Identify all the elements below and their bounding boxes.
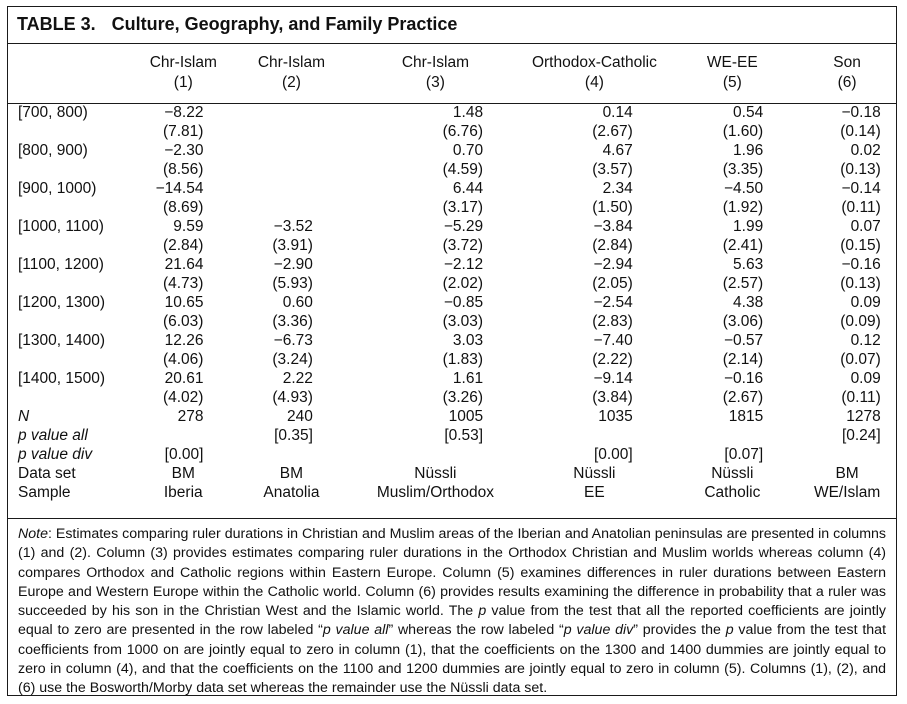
- coef-row: [8, 293, 896, 312]
- col-num: (2): [281, 74, 301, 91]
- se-row: [8, 236, 896, 255]
- cell-col-1: (8.69): [162, 199, 204, 216]
- cell-col-5: Nüssli: [711, 465, 754, 482]
- row-label: [1300, 1400): [18, 332, 106, 349]
- row-label: [1100, 1200): [18, 256, 104, 273]
- cell-col-6: 1278: [846, 408, 881, 425]
- row-label: [700, 800): [18, 104, 88, 121]
- col-num: (3): [425, 74, 445, 91]
- cell-col-4: (1.50): [592, 199, 633, 216]
- row-label: N: [18, 408, 30, 425]
- col-name: Son: [833, 54, 861, 71]
- row-label: [8, 388, 132, 407]
- cell-col-4: (3.57): [592, 161, 633, 178]
- cell-col-2: −3.52: [273, 218, 313, 235]
- cell-col-3: [348, 445, 483, 464]
- cell-col-5: −4.50: [723, 180, 764, 197]
- note-text: value from the test that coefficients from 1000 on are jointly equal to zero in column (1), that the coefficients on the 1300 and 1400 dummies are jointly equal to zero in column (4), and that the coefficients on the 1100 and 1200 dummies are jointly equal to zero in column (5). Columns (1), (2), and (6) use the Bosworth/Morby data set whereas the remainder use the Nüssli data set.: [18, 622, 887, 697]
- cell-col-4: −7.40: [593, 332, 633, 349]
- cell-col-5: 0.54: [733, 104, 764, 121]
- cell-col-1: (4.02): [162, 389, 204, 406]
- cell-col-4: Nüssli: [573, 465, 616, 482]
- cell-col-3: (3.26): [442, 389, 484, 406]
- row-label: [8, 236, 132, 255]
- cell-col-1: 12.26: [164, 332, 204, 349]
- cell-col-3: (6.76): [442, 123, 484, 140]
- table-title: [17, 14, 457, 35]
- stat-row-pdiv: [8, 445, 896, 464]
- cell-col-2: [234, 103, 312, 122]
- coef-row: [8, 331, 896, 350]
- cell-col-6: WE/Islam: [813, 484, 881, 501]
- cell-col-3: Muslim/Orthodox: [376, 484, 494, 501]
- col-header-5: [666, 53, 798, 93]
- cell-col-1: 20.61: [164, 370, 204, 387]
- cell-col-1: (2.84): [162, 237, 204, 254]
- header-spacer: [8, 93, 896, 103]
- cell-col-5: −0.16: [723, 370, 764, 387]
- row-label: Data set: [18, 465, 76, 482]
- cell-col-2: [234, 198, 312, 217]
- col-name: Chr-Islam: [149, 54, 217, 71]
- row-label: p value all: [18, 427, 88, 444]
- cell-col-4: (3.84): [592, 389, 633, 406]
- note-label: Note: [18, 526, 48, 542]
- cell-col-5: (3.35): [722, 161, 764, 178]
- cell-col-2: −2.90: [273, 256, 313, 273]
- cell-col-2: Anatolia: [263, 484, 320, 501]
- cell-col-6: (0.14): [840, 123, 881, 140]
- cell-col-3: (3.72): [442, 237, 484, 254]
- stat-row-pall: [8, 426, 896, 445]
- note-italic-pdiv: p value div: [563, 622, 634, 639]
- col-name: Chr-Islam: [401, 54, 469, 71]
- cell-col-5: 1.99: [733, 218, 764, 235]
- cell-col-6: (0.13): [840, 275, 881, 292]
- cell-col-1: 21.64: [164, 256, 204, 273]
- cell-col-3: −2.12: [443, 256, 484, 273]
- cell-col-4: −9.14: [593, 370, 633, 387]
- cell-col-3: (4.59): [442, 161, 484, 178]
- row-label: [800, 900): [18, 142, 88, 159]
- cell-col-3: (1.83): [442, 351, 484, 368]
- cell-col-2: 0.60: [282, 294, 313, 311]
- cell-col-1: [132, 426, 203, 445]
- cell-col-2: (5.93): [272, 275, 313, 292]
- table-number: TABLE 3.: [17, 14, 96, 34]
- stat-row-dataset: [8, 464, 896, 483]
- cell-col-4: (2.84): [592, 237, 633, 254]
- se-row: [8, 312, 896, 331]
- cell-col-6: −0.14: [841, 180, 881, 197]
- cell-col-6: −0.16: [841, 256, 881, 273]
- cell-col-2: −6.73: [273, 332, 313, 349]
- row-label: [1200, 1300): [18, 294, 106, 311]
- cell-col-6: 0.09: [850, 294, 881, 311]
- note-italic-p: p: [725, 622, 734, 639]
- header-stub: [8, 53, 132, 93]
- cell-col-5: (3.06): [722, 313, 764, 330]
- cell-col-4: 4.67: [602, 142, 633, 159]
- cell-col-5: (2.67): [722, 389, 764, 406]
- header-row: [8, 53, 896, 93]
- col-name: WE-EE: [706, 54, 758, 71]
- cell-col-4: 2.34: [602, 180, 633, 197]
- cell-col-3: −5.29: [443, 218, 484, 235]
- cell-col-5: (1.92): [722, 199, 764, 216]
- cell-col-6: (0.09): [840, 313, 881, 330]
- coef-row: [8, 141, 896, 160]
- cell-col-5: [666, 426, 763, 445]
- cell-col-2: (3.36): [272, 313, 313, 330]
- cell-col-4: −3.84: [593, 218, 633, 235]
- table-note: [18, 525, 886, 699]
- row-label: [8, 198, 132, 217]
- cell-col-2: [234, 141, 312, 160]
- cell-col-5: −0.57: [723, 332, 764, 349]
- note-text: ” provides the: [633, 622, 726, 639]
- cell-col-6: 0.07: [850, 218, 881, 235]
- cell-col-6: [798, 445, 881, 464]
- cell-col-6: BM: [835, 465, 859, 482]
- se-row: [8, 350, 896, 369]
- se-row: [8, 122, 896, 141]
- cell-col-1: [0.00]: [164, 446, 204, 463]
- col-header-3: [348, 53, 522, 93]
- row-label: [8, 160, 132, 179]
- cell-col-6: 0.12: [850, 332, 881, 349]
- cell-col-1: 278: [177, 408, 204, 425]
- cell-col-6: 0.09: [850, 370, 881, 387]
- cell-col-3: 3.03: [452, 332, 484, 349]
- cell-col-5: Catholic: [704, 484, 761, 501]
- row-label: [1400, 1500): [18, 370, 106, 387]
- cell-col-3: 6.44: [452, 180, 484, 197]
- cell-col-5: (2.57): [722, 275, 764, 292]
- note-text: value from the test that all the reported coefficients are jointly equal to zero are presented in the row labeled “: [18, 603, 886, 639]
- cell-col-1: 10.65: [164, 294, 204, 311]
- coef-row: [8, 179, 896, 198]
- cell-col-5: 1.96: [733, 142, 764, 159]
- cell-col-2: [234, 445, 312, 464]
- cell-col-1: (8.56): [162, 161, 204, 178]
- coef-row: [8, 217, 896, 236]
- col-num: (4): [584, 74, 604, 91]
- cell-col-4: 0.14: [602, 104, 633, 121]
- cell-col-4: −2.94: [593, 256, 633, 273]
- cell-col-4: (2.22): [592, 351, 633, 368]
- cell-col-4: (2.05): [592, 275, 633, 292]
- col-header-1: [132, 53, 234, 93]
- cell-col-5: (2.41): [722, 237, 764, 254]
- cell-col-2: (4.93): [272, 389, 313, 406]
- cell-col-5: 4.38: [733, 294, 764, 311]
- cell-col-2: [0.35]: [274, 427, 313, 444]
- cell-col-1: Iberia: [163, 484, 203, 501]
- col-header-2: [234, 53, 348, 93]
- cell-col-4: (2.67): [592, 123, 633, 140]
- cell-col-5: [0.07]: [724, 446, 764, 463]
- cell-col-3: (2.02): [442, 275, 484, 292]
- cell-col-4: EE: [584, 484, 605, 501]
- regression-table: [8, 53, 896, 502]
- cell-col-3: [0.53]: [444, 427, 484, 444]
- stat-row-n: [8, 407, 896, 426]
- column-headers: [8, 53, 896, 103]
- cell-col-2: 240: [287, 408, 313, 425]
- cell-col-5: 1815: [728, 408, 764, 425]
- note-italic-pall: p value all: [322, 622, 389, 639]
- col-num: (5): [722, 74, 742, 91]
- cell-col-4: (2.83): [592, 313, 633, 330]
- se-row: [8, 198, 896, 217]
- col-num: (6): [837, 74, 857, 91]
- cell-col-5: (1.60): [722, 123, 764, 140]
- cell-col-1: −2.30: [164, 142, 204, 159]
- cell-col-2: [234, 122, 312, 141]
- col-header-6: [798, 53, 896, 93]
- cell-col-3: (3.03): [442, 313, 484, 330]
- cell-col-3: −0.85: [443, 294, 484, 311]
- row-label: [1000, 1100): [18, 218, 104, 235]
- cell-col-6: (0.11): [841, 199, 881, 216]
- title-bar: [8, 7, 896, 44]
- row-label: [8, 122, 132, 141]
- cell-col-1: (4.06): [162, 351, 204, 368]
- stat-row-sample: [8, 483, 896, 502]
- col-name: Orthodox-Catholic: [531, 54, 657, 71]
- cell-col-2: 2.22: [282, 370, 313, 387]
- cell-col-2: (3.24): [272, 351, 313, 368]
- table-body: [8, 103, 896, 502]
- cell-col-6: −0.18: [841, 104, 881, 121]
- se-row: [8, 274, 896, 293]
- col-num: (1): [173, 74, 193, 91]
- row-label: [8, 312, 132, 331]
- row-label: [8, 274, 132, 293]
- cell-col-1: −14.54: [155, 180, 204, 197]
- cell-col-1: 9.59: [173, 218, 204, 235]
- note-rule: [8, 518, 896, 519]
- cell-col-3: 1005: [448, 408, 484, 425]
- cell-col-2: BM: [279, 465, 304, 482]
- row-label: Sample: [18, 484, 71, 501]
- cell-col-3: 1.61: [452, 370, 484, 387]
- row-label: [8, 350, 132, 369]
- cell-col-4: 1035: [598, 408, 633, 425]
- cell-col-6: 0.02: [850, 142, 881, 159]
- row-label: p value div: [18, 446, 93, 463]
- cell-col-6: [0.24]: [841, 427, 881, 444]
- cell-col-4: [0.00]: [593, 446, 633, 463]
- cell-col-5: 5.63: [733, 256, 764, 273]
- cell-col-1: −8.22: [164, 104, 204, 121]
- table-frame: [7, 6, 897, 696]
- cell-col-5: (2.14): [722, 351, 764, 368]
- coef-row: [8, 369, 896, 388]
- cell-col-3: (3.17): [442, 199, 484, 216]
- coef-row: [8, 255, 896, 274]
- cell-col-6: (0.15): [840, 237, 881, 254]
- cell-col-6: (0.07): [840, 351, 881, 368]
- cell-col-2: (3.91): [272, 237, 313, 254]
- cell-col-4: −2.54: [593, 294, 633, 311]
- table-caption: Culture, Geography, and Family Practice: [111, 14, 458, 34]
- col-name: Chr-Islam: [257, 54, 326, 71]
- cell-col-2: [234, 160, 312, 179]
- cell-col-1: (7.81): [162, 123, 204, 140]
- se-row: [8, 388, 896, 407]
- coef-row: [8, 103, 896, 122]
- cell-col-2: [234, 179, 312, 198]
- note-text: : Estimates comparing ruler durations in Christian and Muslim areas of the Iberian and Anatolian peninsulas are presented in columns (1) and (2). Column (3) provides estimates comparing ruler durations in the Orthodox Christian and Muslim worlds whereas column (4) compares Orthodox and Catholic regions within Eastern Europe. Column (5) examines differences in ruler durations between Eastern Europe and Western Europe within the Catholic world. Column (6) provides results examining the difference in probability that a ruler was succeeded by his son in the Christian West and the Islamic world. The: [18, 526, 886, 620]
- cell-col-3: 1.48: [452, 104, 484, 121]
- row-label: [900, 1000): [18, 180, 97, 197]
- se-row: [8, 160, 896, 179]
- cell-col-6: (0.13): [840, 161, 881, 178]
- cell-col-1: (6.03): [162, 313, 204, 330]
- note-text: ” whereas the row labeled “: [388, 622, 564, 639]
- note-italic-p: p: [478, 603, 487, 620]
- cell-col-6: (0.11): [841, 389, 881, 406]
- cell-col-1: BM: [171, 465, 195, 482]
- col-header-4: [522, 53, 666, 93]
- cell-col-1: (4.73): [162, 275, 204, 292]
- cell-col-4: [522, 426, 632, 445]
- cell-col-3: Nüssli: [414, 465, 457, 482]
- cell-col-3: 0.70: [452, 142, 484, 159]
